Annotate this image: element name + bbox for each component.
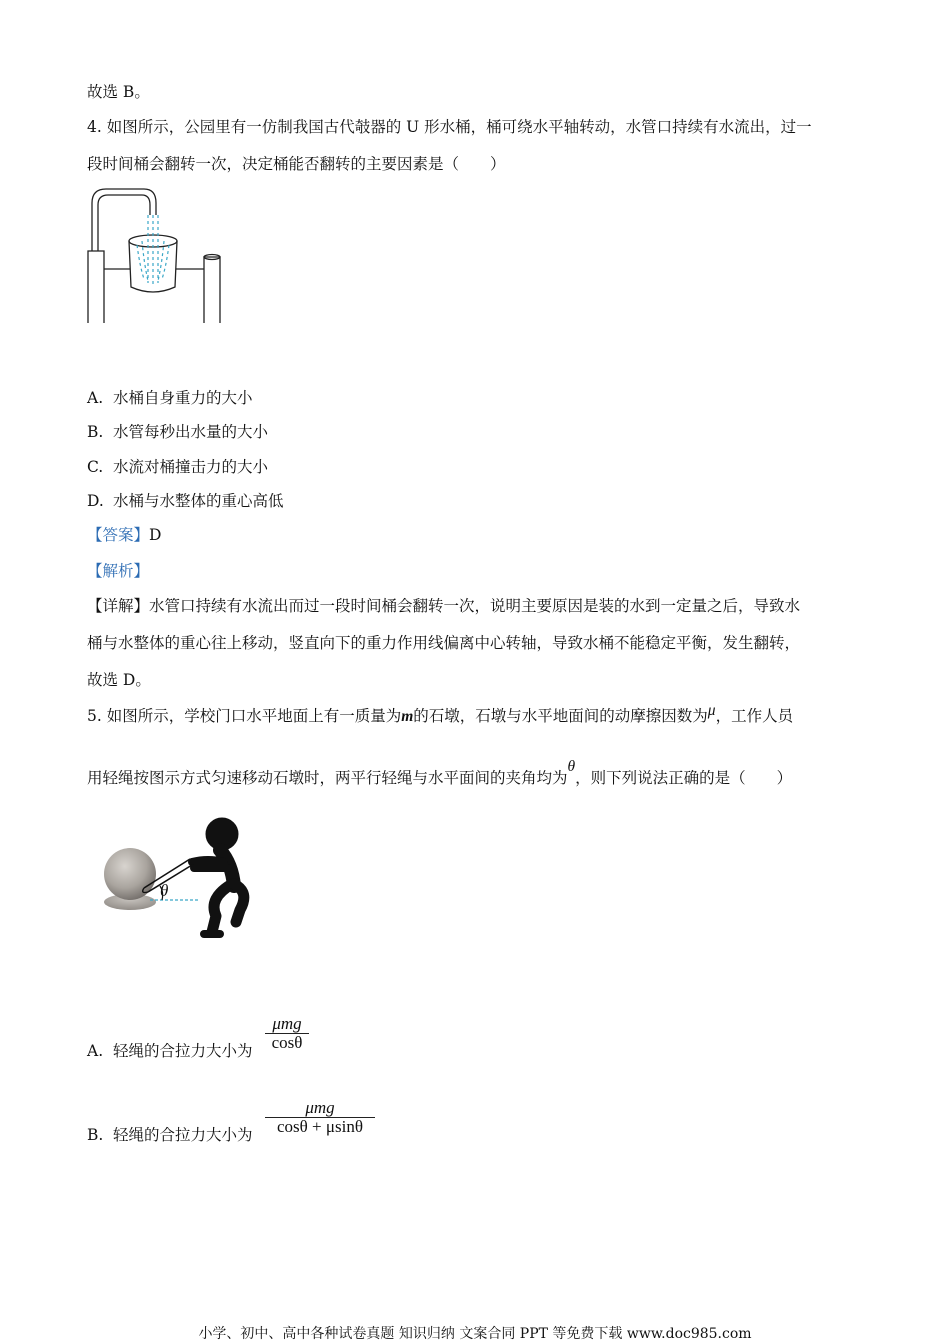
mu-symbol: μ [707,702,716,719]
q5-option-b-fraction [265,1099,375,1136]
q5-option-a-fraction [265,1015,309,1052]
q4-option-d [87,491,284,511]
q4-answer [87,525,161,545]
option-text: 水流对桶撞击力的大小 [113,458,269,476]
option-letter: B. [87,1126,104,1144]
fraction-denominator: cosθ + μsinθ [277,1117,363,1136]
option-text: 水桶自身重力的大小 [113,389,253,407]
question-4-line-2: 段时间桶会翻转一次，决定桶能否翻转的主要因素是（ ） [87,155,506,173]
fraction-numerator: μmg [272,1014,302,1033]
stone-figure [100,812,260,942]
figure-theta-label: θ [160,881,169,900]
option-text: 水桶与水整体的重心高低 [113,492,284,510]
answer-value: D [149,526,162,544]
option-letter: A. [87,1042,104,1060]
page-footer: 小学、初中、高中各种试卷真题 知识归纳 文案合同 PPT 等免费下载 www.doc985.com [198,1326,752,1342]
q5-text-a: 5. 如图所示，学校门口水平地面上有一质量为 [87,707,402,725]
option-letter: D. [87,492,104,510]
fraction-numerator: μmg [305,1098,335,1117]
mass-symbol: m [401,708,414,725]
q5-text-b: 的石墩，石墩与水平地面间的动摩擦因数为 [413,707,708,725]
option-letter: C. [87,458,104,476]
question-5-line-2 [87,758,793,789]
theta-symbol: θ [567,758,576,775]
q5-text-e: ，则下列说法正确的是（ ） [575,769,793,787]
q5-option-b [87,1125,253,1145]
worker-silhouette [192,818,244,934]
question-4-line-1: 4. 如图所示，公园里有一仿制我国古代攲器的 U 形水桶，桶可绕水平轴转动，水管口持续有水流出，过一 [87,118,812,136]
q5-text-c: ，工作人员 [715,707,794,725]
q4-detail-line-1 [87,596,800,616]
option-text: 轻绳的合拉力大小为 [113,1126,253,1144]
q4-option-b [87,422,268,442]
q4-option-a [87,388,253,408]
q4-analysis-tag: 【解析】 [87,562,150,580]
q4-detail-line-3: 故选 D。 [87,671,151,689]
detail-tag: 【详解】 [87,597,150,615]
question-5-line-1 [87,702,794,727]
previous-conclusion: 故选 B。 [87,83,150,101]
option-letter: B. [87,423,104,441]
q5-text-d: 用轻绳按图示方式匀速移动石墩时，两平行轻绳与水平面间的夹角均为 [87,769,568,787]
answer-tag: 【答案】 [87,526,150,544]
option-letter: A. [87,389,104,407]
q5-option-a [87,1041,253,1061]
q4-option-c [87,457,268,477]
q4-detail-line-2: 桶与水整体的重心往上移动，竖直向下的重力作用线偏离中心转轴，导致水桶不能稳定平衡，发生翻转， [87,634,801,652]
fraction-denominator: cosθ [271,1033,303,1052]
option-text: 轻绳的合拉力大小为 [113,1042,253,1060]
detail-text: 水管口持续有水流出而过一段时间桶会翻转一次，说明主要原因是装的水到一定量之后，导致水 [149,597,801,615]
bucket-figure [84,183,229,333]
option-text: 水管每秒出水量的大小 [113,423,269,441]
